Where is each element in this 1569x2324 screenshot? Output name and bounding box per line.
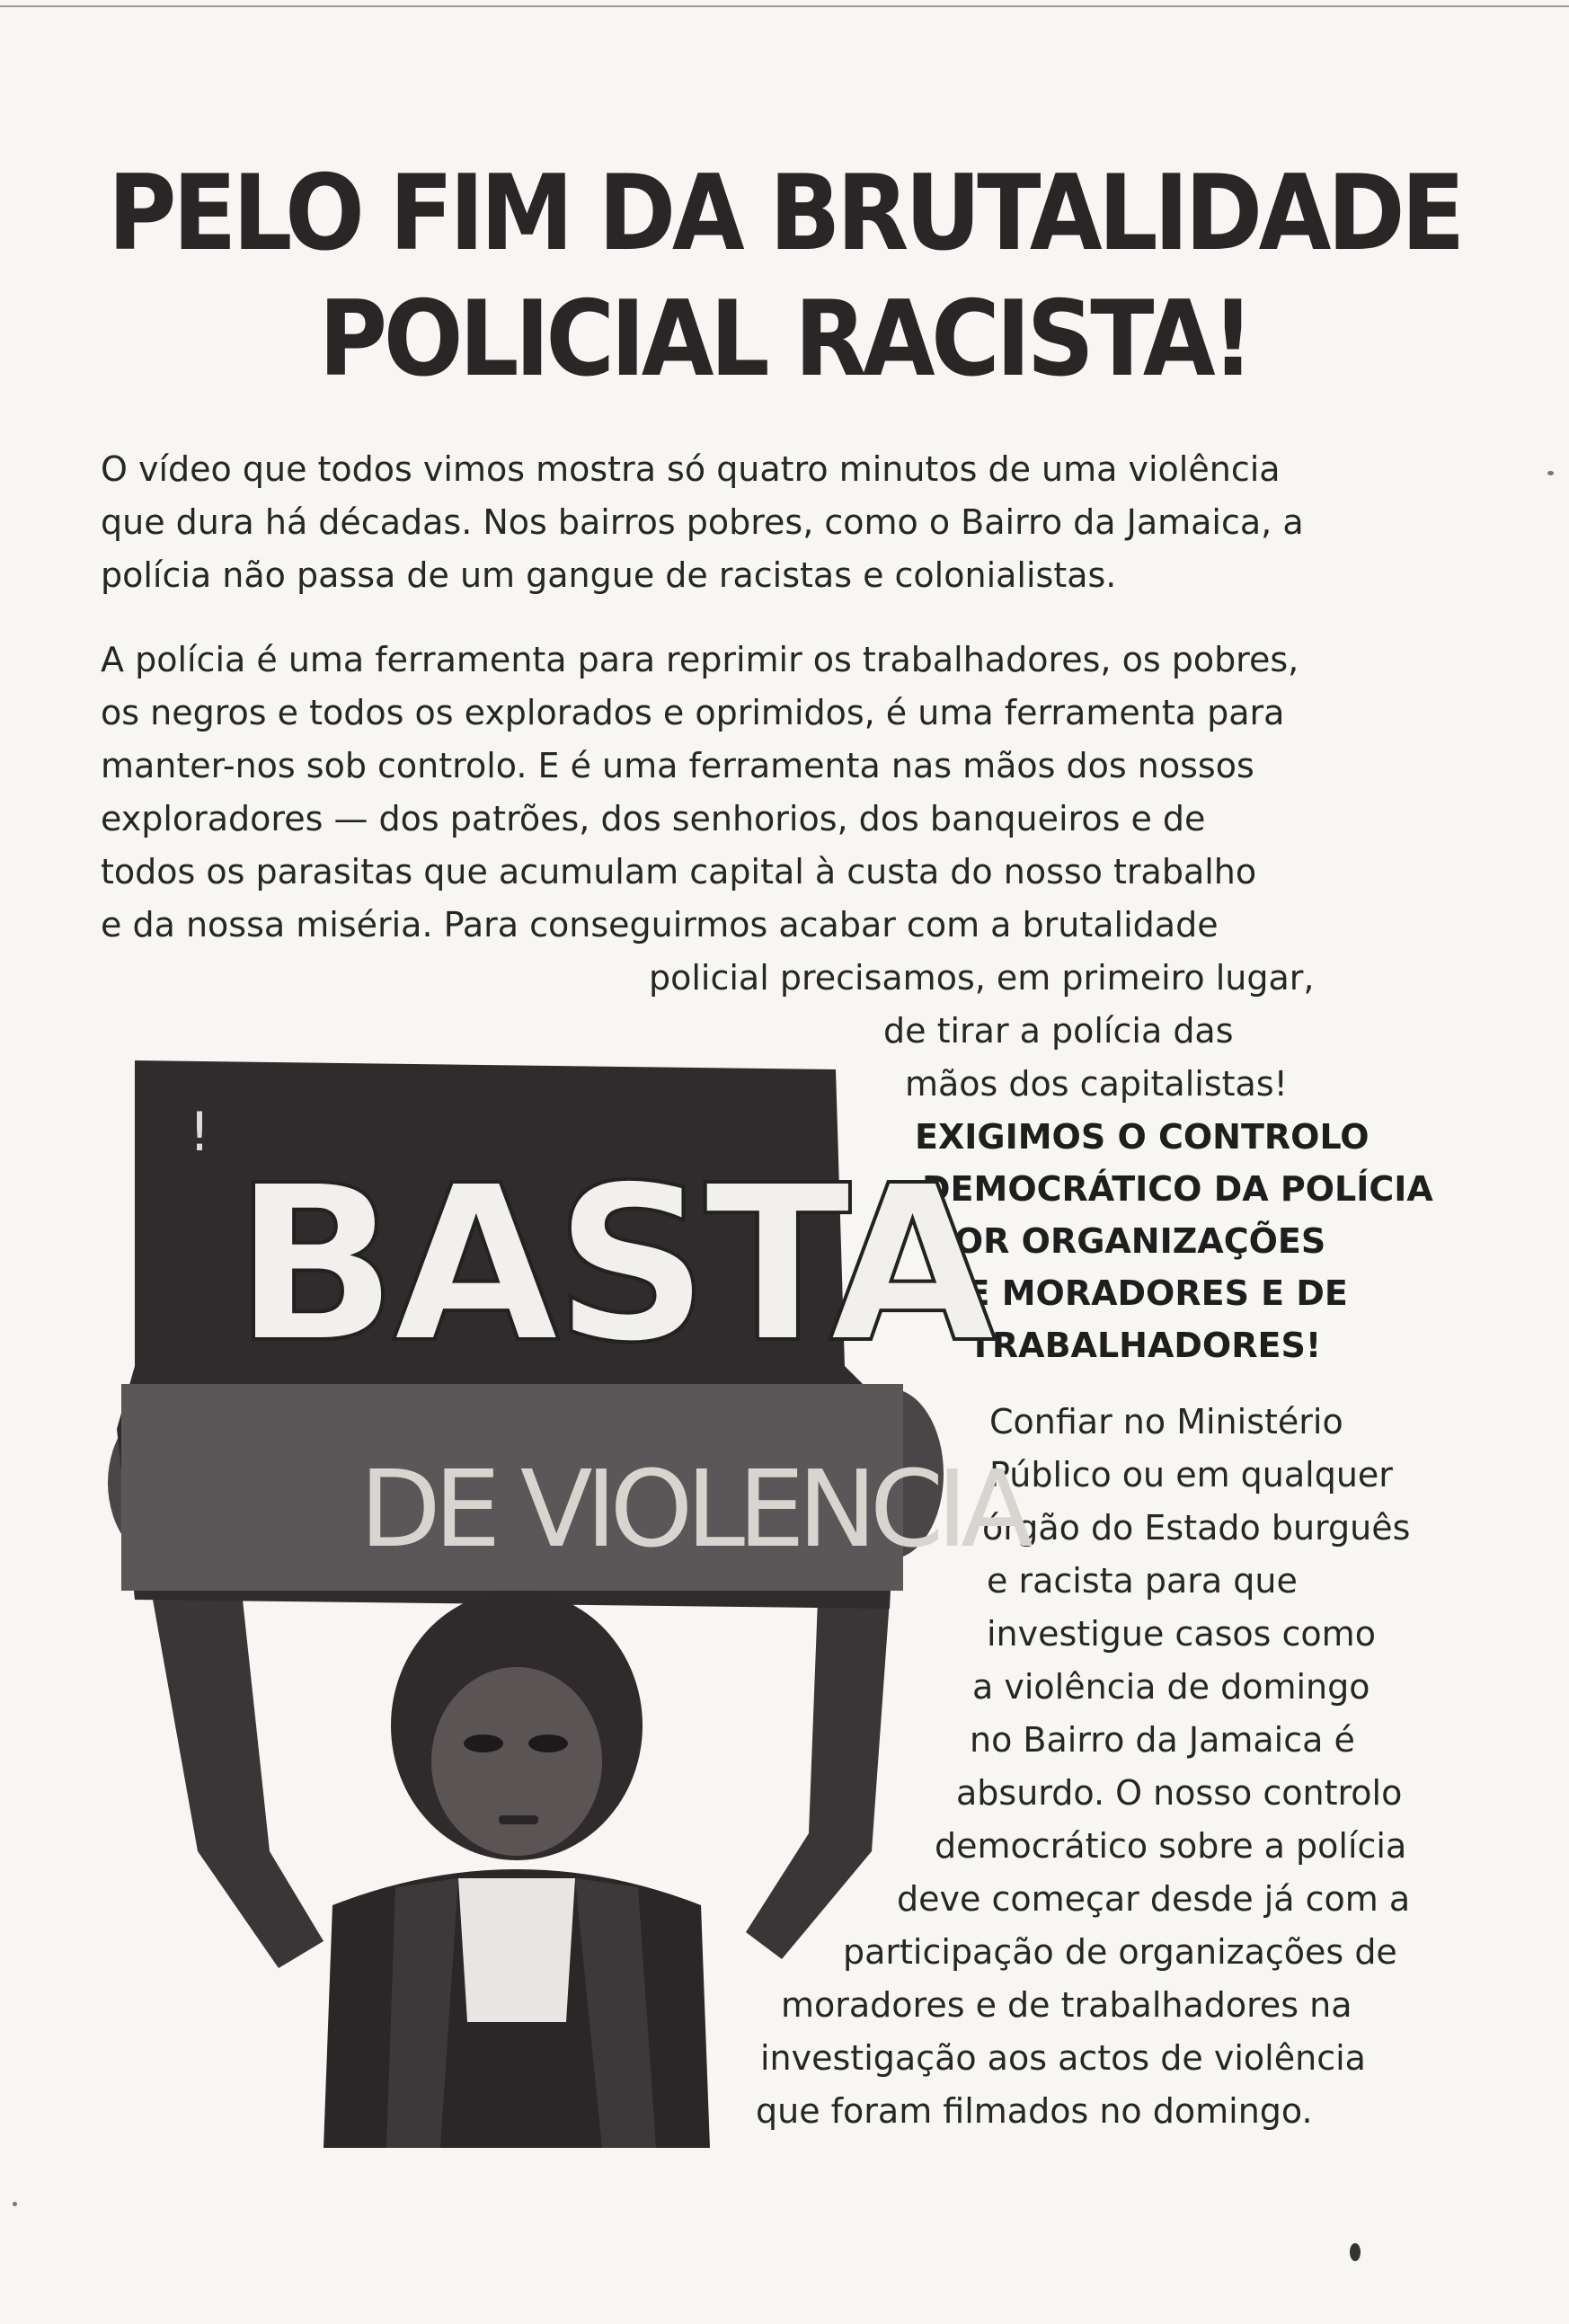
sign-text-basta: BASTA <box>234 1139 991 1390</box>
paragraph-3-line: Público ou em qualquer <box>989 1455 1393 1495</box>
paragraph-2-line: e da nossa miséria. Para conseguirmos acabar com a brutalidade <box>101 905 1219 945</box>
demand-line: TRABALHADORES! <box>969 1326 1322 1365</box>
paragraph-1-line: polícia não passa de um gangue de racistas e colonialistas. <box>101 555 1117 595</box>
paragraph-3-line: moradores e de trabalhadores na <box>781 1985 1352 2025</box>
paragraph-2-line: todos os parasitas que acumulam capital à custa do nosso trabalho <box>101 852 1257 891</box>
paragraph-3-line: investigação aos actos de violência <box>760 2038 1366 2078</box>
demand-line: POR ORGANIZAÇÕES <box>929 1221 1326 1261</box>
paragraph-3-line: a violência de domingo <box>972 1667 1370 1707</box>
exclamation-mark: ! <box>189 1101 211 1164</box>
demand-line: EXIGIMOS O CONTROLO <box>915 1117 1370 1157</box>
protester-face <box>431 1667 602 1856</box>
paragraph-3-line: no Bairro da Jamaica é <box>970 1720 1355 1760</box>
paragraph-2-line: de tirar a polícia das <box>883 1011 1234 1051</box>
paragraph-2-line: policial precisamos, em primeiro lugar, <box>649 958 1315 998</box>
paragraph-2-line: exploradores — dos patrões, dos senhorios, dos banqueiros e de <box>101 799 1206 838</box>
speck <box>1547 471 1554 475</box>
paragraph-2-line: os negros e todos os explorados e oprimidos, é uma ferramenta para <box>101 693 1285 732</box>
paragraph-1-line: que dura há décadas. Nos bairros pobres, como o Bairro da Jamaica, a <box>101 502 1304 542</box>
protester-shirt <box>458 1878 575 2022</box>
page-top-edge <box>0 5 1569 7</box>
paragraph-3-line: deve começar desde já com a <box>897 1879 1411 1919</box>
paragraph-3-line: Confiar no Ministério <box>989 1402 1343 1441</box>
headline-line-1: PELO FIM DA BRUTALIDADE <box>108 153 1461 274</box>
paragraph-2-line: manter-nos sob controlo. E é uma ferramenta nas mãos dos nossos <box>101 746 1254 785</box>
right-arm <box>746 1600 890 1959</box>
speck <box>13 2202 17 2206</box>
paragraph-1-line: O vídeo que todos vimos mostra só quatro minutos de uma violência <box>101 449 1281 489</box>
paragraph-3-line: absurdo. O nosso controlo <box>956 1773 1403 1813</box>
demand-line: DEMOCRÁTICO DA POLÍCIA <box>922 1169 1433 1209</box>
protest-photo <box>99 1042 1026 2148</box>
left-arm <box>153 1600 324 1968</box>
demand-line: DE MORADORES E DE <box>938 1273 1348 1313</box>
sign-text-de-violencia: DE VIOLENCIA <box>359 1447 1026 1571</box>
paragraph-3-line: que foram filmados no domingo. <box>756 2091 1313 2131</box>
paragraph-2-line: mãos dos capitalistas! <box>905 1064 1288 1104</box>
paragraph-3-line: democrático sobre a polícia <box>935 1826 1407 1866</box>
paragraph-3-line: e racista para que <box>987 1561 1298 1601</box>
paragraph-3-line: órgão do Estado burguês <box>982 1508 1411 1548</box>
headline-line-2: POLICIAL RACISTA! <box>318 279 1251 400</box>
paragraph-2-line: A polícia é uma ferramenta para reprimir os trabalhadores, os pobres, <box>101 640 1299 679</box>
paragraph-3-line: participação de organizações de <box>843 1932 1397 1972</box>
speck <box>1350 2243 1361 2261</box>
paragraph-3-line: investigue casos como <box>987 1614 1376 1654</box>
